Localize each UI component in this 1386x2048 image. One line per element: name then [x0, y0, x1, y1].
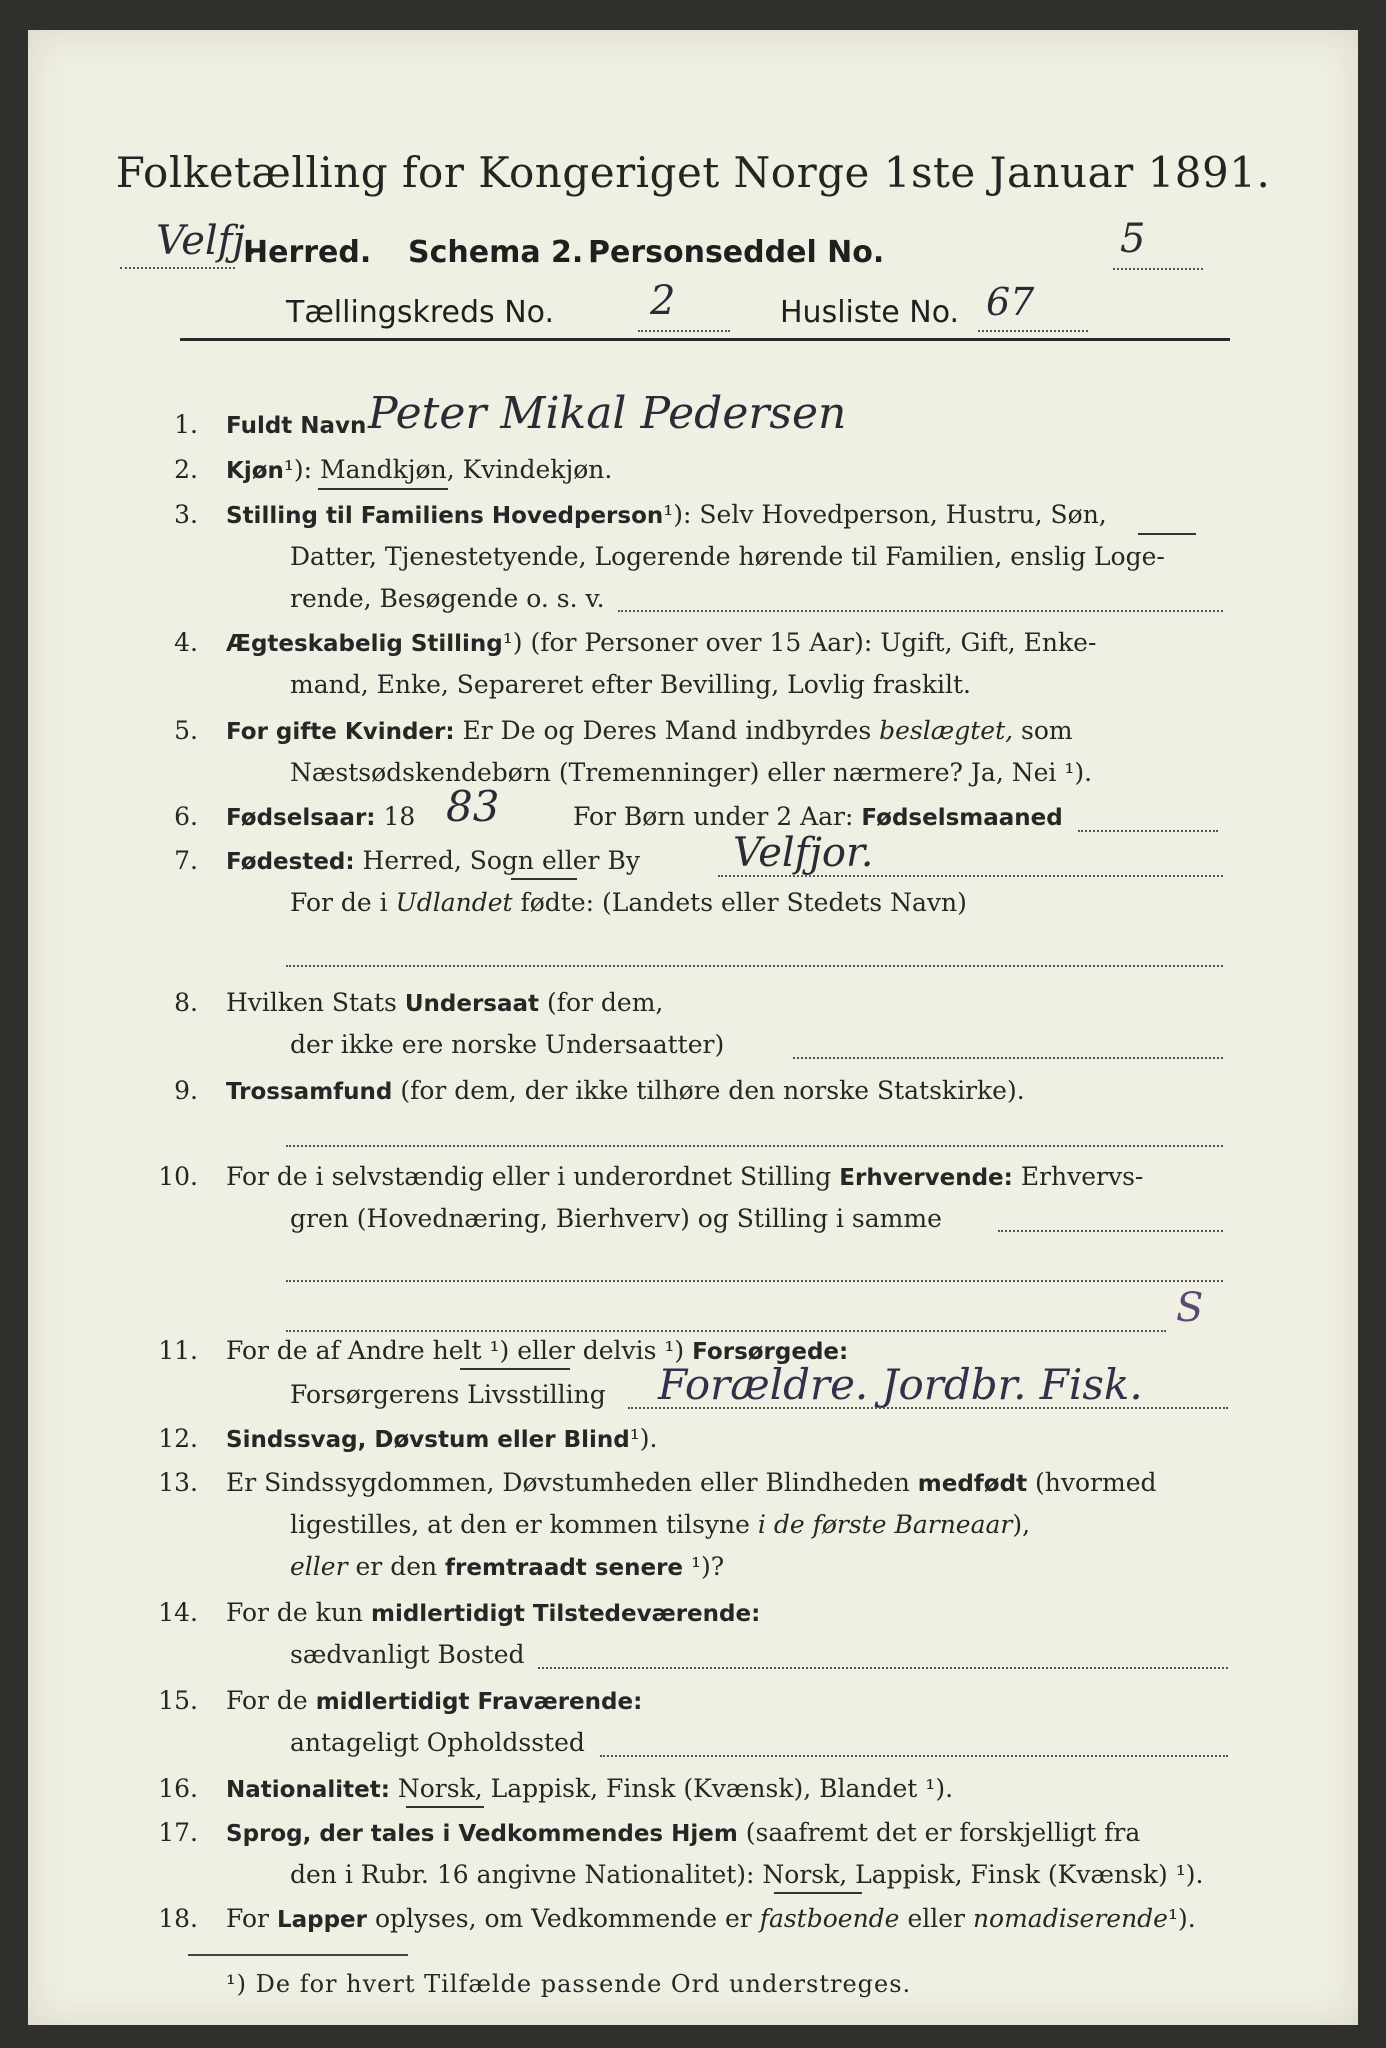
item-number: 14.: [158, 1598, 198, 1627]
item-text-congenital-2: ligestilles, at den er kommen tilsyne i de første Barneaar),: [290, 1510, 1031, 1539]
item-number: 11.: [158, 1336, 198, 1365]
item-text-dependents: For de af Andre helt ¹) eller delvis ¹) Forsørgede:: [226, 1336, 849, 1365]
schema-label: Schema 2.: [408, 235, 584, 270]
item-text-sex: Kjøn¹): Mandkjøn, Kvindekjøn.: [226, 455, 613, 484]
herred-label: Herred.: [243, 235, 372, 270]
item-text-citizenship-2: der ikke ere norske Undersaatter): [290, 1030, 725, 1059]
dotted-line: [286, 1145, 1223, 1147]
dotted-line: [793, 1057, 1223, 1059]
item-text-marital: Ægteskabelig Stilling¹) (for Personer over 15 Aar): Ugift, Gift, Enke-: [226, 628, 1097, 657]
item-number: 3.: [174, 500, 198, 529]
item-text-birth-month: For Børn under 2 Aar: Fødselsmaaned: [573, 802, 1063, 831]
dotted-line: [718, 875, 1223, 877]
item-number: 18.: [158, 1904, 198, 1933]
header-rule: [180, 338, 1230, 341]
item-text-nationality: Nationalitet: Norsk, Lappisk, Finsk (Kvænsk), Blandet ¹).: [226, 1774, 954, 1803]
census-form-page: [28, 30, 1358, 2025]
kreds-value: 2: [650, 278, 676, 324]
dotted-line: [600, 1755, 1228, 1757]
kreds-dots: [638, 330, 730, 332]
kreds-label: Tællingskreds No.: [286, 295, 554, 330]
item-number: 5.: [174, 716, 198, 745]
item-number: 6.: [174, 802, 198, 831]
footnote-rule: [188, 1954, 408, 1956]
item-text-family-position-2: Datter, Tjenestetyende, Logerende hørende til Familien, enslig Loge-: [290, 542, 1165, 571]
dotted-line: [286, 1280, 1223, 1282]
underline-mandkjon: [318, 488, 448, 490]
item-number: 7.: [174, 846, 198, 875]
item-text-family-position: Stilling til Familiens Hovedperson¹): Selv Hovedperson, Hustru, Søn,: [226, 500, 1107, 529]
item-text-disability: Sindssvag, Døvstum eller Blind¹).: [226, 1424, 658, 1453]
item-text-birthplace: Fødested: Herred, Sogn eller By: [226, 846, 640, 875]
item-text-congenital: Er Sindssygdommen, Døvstumheden eller Blindheden medfødt (hvormed: [226, 1468, 1157, 1497]
item-label-full-name: Fuldt Navn: [226, 413, 367, 439]
item-text-dependents-2: Forsørgerens Livsstilling: [290, 1380, 606, 1409]
item-number: 4.: [174, 628, 198, 657]
dotted-line: [998, 1230, 1223, 1232]
item-text-lapps: For Lapper oplyses, om Vedkommende er fastboende eller nomadiserende¹).: [226, 1904, 1196, 1933]
dotted-line: [538, 1667, 1228, 1669]
item-text-citizenship: Hvilken Stats Undersaat (for dem,: [226, 988, 664, 1017]
personseddel-label: Personseddel No.: [588, 235, 885, 270]
occupation-mark: S: [1176, 1285, 1204, 1331]
form-title: Folketælling for Kongeriget Norge 1ste Januar 1891.: [115, 148, 1271, 197]
item-text-temporary-present: For de kun midlertidigt Tilstedeværende:: [226, 1598, 761, 1627]
husliste-dots: [978, 330, 1088, 332]
dotted-line: [1078, 830, 1218, 832]
item-text-marital-2: mand, Enke, Separeret efter Bevilling, Lovlig fraskilt.: [290, 670, 971, 699]
dotted-line: [628, 1407, 1228, 1409]
item-text-birthplace-abroad: For de i Udlandet fødte: (Landets eller Stedets Navn): [290, 888, 967, 917]
item-number: 1.: [174, 410, 198, 439]
item-text-married-women-2: Næstsødskendebørn (Tremenninger) eller nærmere? Ja, Nei ¹).: [290, 758, 1093, 787]
item-text-married-women: For gifte Kvinder: Er De og Deres Mand indbyrdes beslægtet, som: [226, 716, 1073, 745]
underline-helt: [460, 1368, 570, 1370]
item-number: 9.: [174, 1076, 198, 1105]
item-text-language: Sprog, der tales i Vedkommendes Hjem (saafremt det er forskjelligt fra: [226, 1818, 1141, 1847]
underline-norsk-language: [774, 1892, 862, 1894]
personseddel-value: 5: [1120, 216, 1146, 262]
personseddel-dots: [1113, 268, 1203, 270]
underline-son: [1138, 533, 1196, 535]
item-number: 17.: [158, 1818, 198, 1847]
item-number: 12.: [158, 1424, 198, 1453]
item-number: 16.: [158, 1774, 198, 1803]
item-text-occupation-2: gren (Hovednæring, Bierhverv) og Stilling i samme: [290, 1204, 942, 1233]
item-text-congenital-3: eller er den fremtraadt senere ¹)?: [290, 1552, 725, 1581]
item-text-temporary-present-2: sædvanligt Bosted: [290, 1640, 525, 1669]
item-number: 2.: [174, 455, 198, 484]
dotted-line: [286, 1330, 1166, 1332]
item-number: 8.: [174, 988, 198, 1017]
husliste-value: 67: [986, 280, 1035, 324]
item-label-birth-year: Fødselsaar: 18: [226, 802, 416, 831]
birth-year-value: 83: [446, 782, 500, 831]
item-text-temporary-absent: For de midlertidigt Fraværende:: [226, 1686, 643, 1715]
item-text-religion: Trossamfund (for dem, der ikke tilhøre den norske Statskirke).: [226, 1076, 1025, 1105]
birthplace-value: Velfjor.: [733, 830, 874, 876]
provider-value: Forældre. Jordbr. Fisk.: [658, 1360, 1143, 1409]
dotted-line: [618, 610, 1223, 612]
full-name-value: Peter Mikal Pedersen: [368, 388, 847, 439]
item-text-temporary-absent-2: antageligt Opholdssted: [290, 1728, 585, 1757]
item-number: 10.: [158, 1162, 198, 1191]
item-number: 13.: [158, 1468, 198, 1497]
item-text-occupation: For de i selvstændig eller i underordnet Stilling Erhvervende: Erhvervs-: [226, 1162, 1144, 1191]
item-number: 15.: [158, 1686, 198, 1715]
item-text-language-2: den i Rubr. 16 angivne Nationalitet): Norsk, Lappisk, Finsk (Kvænsk) ¹).: [290, 1860, 1204, 1889]
dotted-line: [286, 965, 1223, 967]
footnote: ¹) De for hvert Tilfælde passende Ord understreges.: [226, 1970, 912, 1998]
underline-norsk: [406, 1806, 484, 1808]
husliste-label: Husliste No.: [780, 295, 960, 330]
item-text-family-position-3: rende, Besøgende o. s. v.: [290, 584, 605, 613]
herred-value: Velfj.: [156, 218, 258, 264]
underline-sogn: [511, 878, 577, 880]
